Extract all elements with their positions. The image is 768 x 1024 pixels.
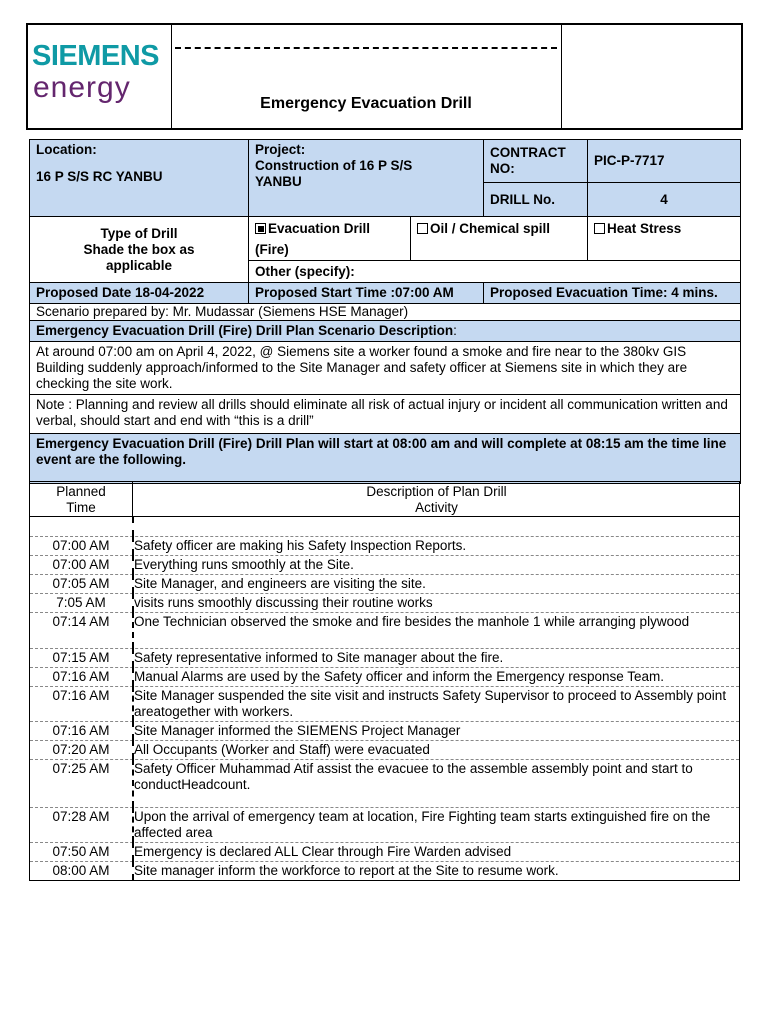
row-divider	[30, 759, 739, 760]
drill-type-label-line3: applicable	[105, 257, 173, 273]
logo-energy-text: energy	[33, 71, 131, 104]
other-specify: Other (specify):	[249, 261, 741, 283]
column-header-desc-line1: Description of Plan Drill	[366, 484, 507, 499]
plan-heading-cell	[30, 434, 741, 484]
option-evacuation-cell[interactable]	[249, 217, 411, 261]
location-cell	[30, 140, 249, 217]
event-description: All Occupants (Worker and Staff) were evacuated	[134, 742, 430, 757]
drill-type-label-cell	[30, 217, 249, 283]
drill-type-label-line2: Shade the box as	[83, 241, 195, 257]
event-time: 07:28 AM	[52, 809, 110, 824]
project-value-line1: Construction of 16 P S/S	[255, 158, 413, 173]
event-description: Manual Alarms are used by the Safety officer and inform the Emergency response Team.	[134, 669, 665, 684]
option-oil-label: Oil / Chemical spill	[430, 221, 551, 236]
prepared-by: Scenario prepared by: Mr. Mudassar (Siemens HSE Manager)	[30, 304, 741, 321]
row-divider	[30, 612, 739, 613]
timeline-spacer-row	[29, 517, 740, 536]
note-text: Note : Planning and review all drills should eliminate all risk of actual injury or incident all communication written and verbal, should start and end with “this is a drill”	[30, 395, 741, 434]
event-description: One Technician observed the smoke and fire besides the manhole 1 while arranging plywood	[134, 614, 690, 629]
option-heat-cell[interactable]	[588, 217, 741, 261]
timeline-row	[29, 612, 740, 648]
logo-siemens-text: SIEMENS	[32, 40, 160, 72]
row-divider	[30, 648, 739, 649]
project-value-line2: YANBU	[255, 174, 302, 189]
checkbox-checked-icon[interactable]	[255, 223, 266, 234]
event-description: Safety representative informed to Site manager about the fire.	[134, 650, 504, 665]
column-header-description	[134, 484, 739, 516]
event-time: 07:00 AM	[52, 538, 110, 553]
timeline-row	[29, 593, 740, 612]
scenario-heading-cell	[30, 321, 741, 342]
event-description: Safety officer are making his Safety Inspection Reports.	[134, 538, 467, 553]
page-title: Emergency Evacuation Drill	[260, 95, 472, 112]
drill-no-value: 4	[588, 183, 741, 217]
project-cell	[249, 140, 484, 217]
row-divider	[30, 740, 739, 741]
document-header	[26, 23, 743, 130]
event-description: Upon the arrival of emergency team at location, Fire Fighting team starts extinguished fire on the affected area	[134, 809, 711, 840]
event-time: 07:20 AM	[52, 742, 110, 757]
timeline-row	[29, 842, 740, 861]
column-divider	[132, 482, 133, 516]
event-description: Site manager inform the workforce to report at the Site to resume work.	[134, 863, 559, 878]
event-description: Site Manager suspended the site visit and instructs Safety Supervisor to proceed to Assembly point areatogether with workers.	[134, 688, 727, 719]
proposed-evacuation-time: Proposed Evacuation Time: 4 mins.	[484, 283, 741, 304]
column-header-time-line2: Time	[66, 500, 96, 515]
event-description: Site Manager informed the SIEMENS Project Manager	[134, 723, 461, 738]
event-time: 07:16 AM	[52, 669, 110, 684]
timeline-bottom-border	[29, 880, 740, 881]
row-divider	[30, 536, 739, 537]
column-header-desc-line2: Activity	[415, 500, 458, 515]
timeline-row	[29, 667, 740, 686]
timeline-column-headers	[29, 481, 740, 517]
event-description: Emergency is declared ALL Clear through Fire Warden advised	[134, 844, 512, 859]
drill-no-label: DRILL No.	[484, 183, 588, 217]
contract-label-line1: CONTRACT	[490, 145, 566, 160]
contract-label-cell	[484, 140, 588, 183]
row-divider	[30, 807, 739, 808]
event-description: Safety Officer Muhammad Atif assist the evacuee to the assemble assembly point and start to conductHeadcount.	[134, 761, 693, 792]
column-header-time-line1: Planned	[56, 484, 106, 499]
row-divider	[30, 721, 739, 722]
event-description: Site Manager, and engineers are visiting the site.	[134, 576, 426, 591]
event-time: 07:14 AM	[52, 614, 110, 629]
timeline-row	[29, 648, 740, 667]
event-time: 07:16 AM	[52, 723, 110, 738]
event-description: visits runs smoothly discussing their routine works	[134, 595, 433, 610]
header-title-cell	[171, 25, 562, 130]
timeline-row	[29, 686, 740, 721]
event-time: 07:25 AM	[52, 761, 110, 776]
event-description: Everything runs smoothly at the Site.	[134, 557, 354, 572]
checkbox-empty-icon[interactable]	[594, 223, 605, 234]
timeline-row	[29, 721, 740, 740]
column-header-time	[30, 484, 132, 516]
location-label: Location:	[36, 142, 97, 157]
event-time: 07:00 AM	[52, 557, 110, 572]
proposed-date: Proposed Date 18-04-2022	[30, 283, 249, 304]
location-value: 16 P S/S RC YANBU	[36, 169, 163, 184]
project-label: Project:	[255, 142, 306, 157]
siemens-energy-logo	[28, 25, 172, 130]
row-divider	[30, 842, 739, 843]
option-evacuation-label: Evacuation Drill	[268, 221, 371, 236]
scenario-description: At around 07:00 am on April 4, 2022, @ Siemens site a worker found a smoke and fire near to the 380kv GIS Building suddenly approach/informed to the Site Manager and safety officer at Siemens site in which they are checking the site work.	[30, 342, 741, 395]
row-divider	[30, 555, 739, 556]
option-heat-label: Heat Stress	[607, 221, 682, 236]
header-dashed-line	[175, 47, 557, 49]
timeline-row	[29, 861, 740, 880]
timeline-row	[29, 759, 740, 807]
event-time: 07:50 AM	[52, 844, 110, 859]
scenario-heading: Emergency Evacuation Drill (Fire) Drill Plan Scenario Description	[36, 323, 454, 338]
timeline-row	[29, 574, 740, 593]
event-time: 7:05 AM	[56, 595, 106, 610]
contract-label-line2: NO:	[490, 161, 515, 176]
row-divider	[30, 593, 739, 594]
scenario-heading-suffix: :	[453, 323, 457, 338]
event-time: 07:05 AM	[52, 576, 110, 591]
drill-type-label-line1: Type of Drill	[100, 225, 178, 241]
timeline-row	[29, 536, 740, 555]
row-separator	[132, 517, 134, 536]
checkbox-empty-icon[interactable]	[417, 223, 428, 234]
row-divider	[30, 574, 739, 575]
option-oil-cell[interactable]	[411, 217, 588, 261]
plan-heading-suffix: .	[182, 452, 187, 467]
event-time: 07:16 AM	[52, 688, 110, 703]
drill-info-table	[29, 139, 741, 484]
proposed-start-time: Proposed Start Time :07:00 AM	[249, 283, 484, 304]
timeline-row	[29, 555, 740, 574]
row-divider	[30, 686, 739, 687]
row-divider	[30, 861, 739, 862]
plan-heading: Emergency Evacuation Drill (Fire) Drill Plan will start at 08:00 am and will complete at 08:15 am the time line event are the following	[36, 436, 727, 467]
timeline-row	[29, 807, 740, 842]
contract-value: PIC-P-7717	[588, 140, 741, 183]
timeline-row	[29, 740, 740, 759]
option-evacuation-sublabel: (Fire)	[255, 242, 289, 257]
row-divider	[30, 667, 739, 668]
event-time: 08:00 AM	[52, 863, 110, 878]
event-time: 07:15 AM	[52, 650, 110, 665]
